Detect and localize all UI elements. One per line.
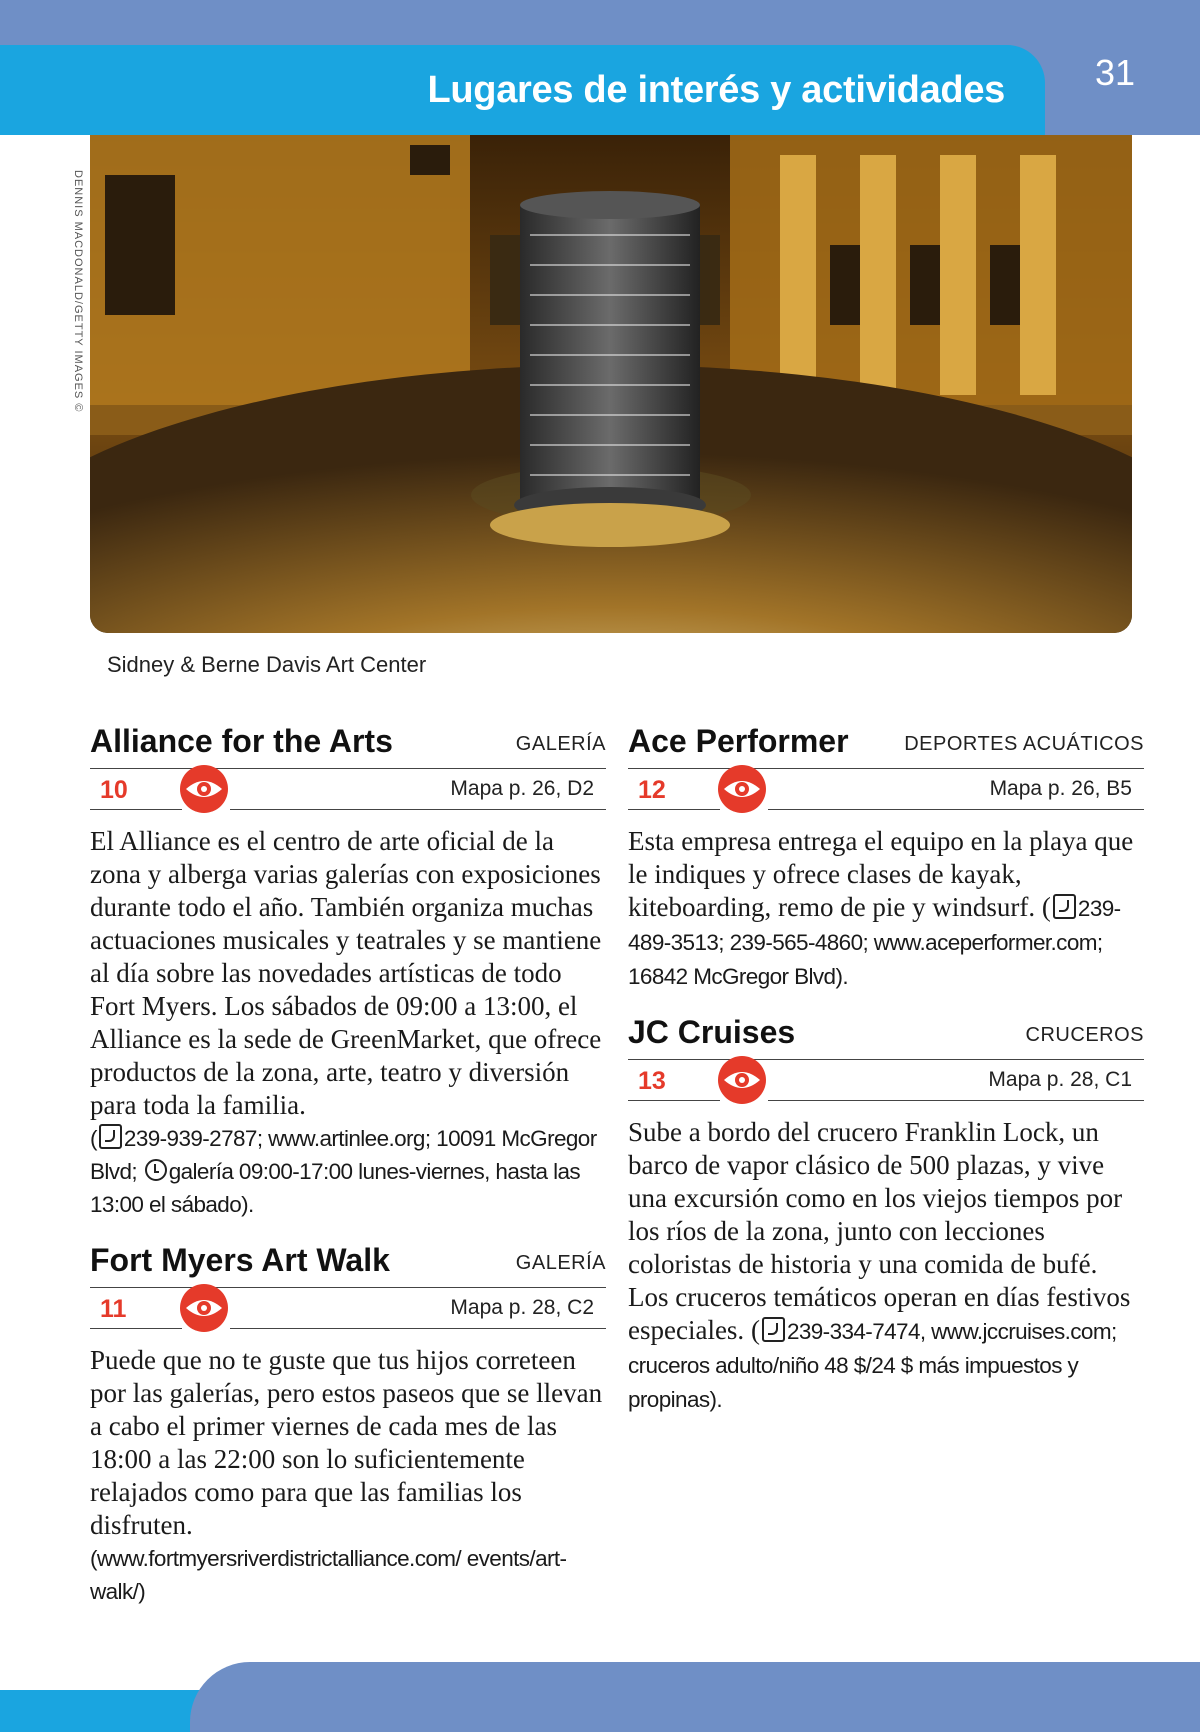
map-reference: Mapa p. 28, C1: [988, 1068, 1132, 1091]
map-reference: Mapa p. 26, B5: [989, 777, 1132, 800]
listing-number: 11: [100, 1295, 127, 1323]
listing-title: Fort Myers Art Walk: [90, 1242, 390, 1278]
listing-number: 10: [100, 776, 128, 804]
eye-icon: [718, 765, 766, 813]
listing-number: 13: [638, 1067, 666, 1095]
listing-ace-performer: [628, 720, 1144, 993]
listing-title: JC Cruises: [628, 1014, 796, 1050]
eye-icon: [718, 1056, 766, 1104]
map-reference: Mapa p. 26, D2: [450, 777, 594, 800]
listing-description: Esta empresa entrega el equipo en la playa que le indiques y ofrece clases de kayak, kiteboarding, remo de pie y windsurf. ( 239-489-3513; 239-565-4860; www.aceperformer.com; 16842 McGregor Blvd).: [628, 826, 1134, 989]
photo-illustration: [90, 135, 1132, 633]
listing-meta: [90, 1287, 606, 1340]
listing-alliance-for-the-arts: [90, 720, 606, 1221]
listing-info: (www.fortmyersriverdistrictalliance.com/ events/art-walk/): [90, 1546, 567, 1604]
listing-jc-cruises: [628, 1011, 1144, 1416]
listing-meta: [90, 768, 606, 821]
section-title: Lugares de interés y actividades: [427, 69, 1005, 111]
listing-header: [628, 1011, 1144, 1051]
section-header: [0, 45, 1045, 135]
listing-title: Alliance for the Arts: [90, 723, 393, 759]
eye-icon: [180, 765, 228, 813]
eye-icon: [180, 1284, 228, 1332]
left-column: [90, 720, 606, 1626]
listing-number: 12: [638, 776, 666, 804]
listing-meta: [628, 1059, 1144, 1112]
listing-category: GALERÍA: [515, 1252, 606, 1274]
listing-category: CRUCEROS: [1025, 1024, 1144, 1046]
phone-icon: [99, 1124, 122, 1149]
listing-description: El Alliance es el centro de arte oficial de la zona y alberga varias galerías con exposiciones durante todo el año. También organiza muchas actuaciones musicales y teatrales y se mantiene al día sobre las novedades artísticas de todo Fort Myers. Los sábados de 09:00 a 13:00, el Alliance es la sede de GreenMarket, que ofrece productos de la zona, arte, teatro y diversión para toda la familia.: [90, 826, 602, 1120]
listing-category: DEPORTES ACUÁTICOS: [904, 733, 1144, 755]
listing-title: Ace Performer: [628, 723, 849, 759]
map-reference: Mapa p. 28, C2: [450, 1296, 594, 1319]
listing-category: GALERÍA: [515, 733, 606, 755]
phone-icon: [762, 1317, 785, 1342]
page-number: 31: [1095, 52, 1136, 93]
listing-fort-myers-art-walk: [90, 1239, 606, 1608]
photo-credit: DENNIS MACDONALD/GETTY IMAGES ©: [72, 170, 84, 413]
listing-header: [90, 1239, 606, 1279]
listing-info: ( 239-939-2787; www.artinlee.org; 10091 McGregor Blvd; galería 09:00-17:00 lunes-viernes, hasta las 13:00 el sábado).: [90, 1126, 597, 1217]
listing-header: [628, 720, 1144, 760]
listing-header: [90, 720, 606, 760]
listing-description: Sube a bordo del crucero Franklin Lock, un barco de vapor clásico de 500 plazas, y vive una excursión como en los viejos tiempos por los ríos de la zona, junto con lecciones coloristas de historia y una comida de bufé. Los cruceros temáticos operan en días festivos especiales. ( 239-334-7474, www.jccruises.com; cruceros adulto/niño 48 $/24 $ más impuestos y propinas).: [628, 1117, 1131, 1412]
photo-caption: Sidney & Berne Davis Art Center: [107, 652, 427, 677]
art-center-photo: [90, 135, 1132, 633]
right-column: [628, 720, 1144, 1434]
clock-icon: [145, 1159, 167, 1181]
phone-icon: [1053, 894, 1076, 919]
listing-description: Puede que no te guste que tus hijos correteen por las galerías, pero estos paseos que se llevan a cabo el primer viernes de cada mes de las 18:00 a las 22:00 son lo suficientemente relajados como para que las familias los disfruten.: [90, 1345, 603, 1540]
bottom-decoration: [190, 1662, 1200, 1732]
listing-meta: [628, 768, 1144, 821]
